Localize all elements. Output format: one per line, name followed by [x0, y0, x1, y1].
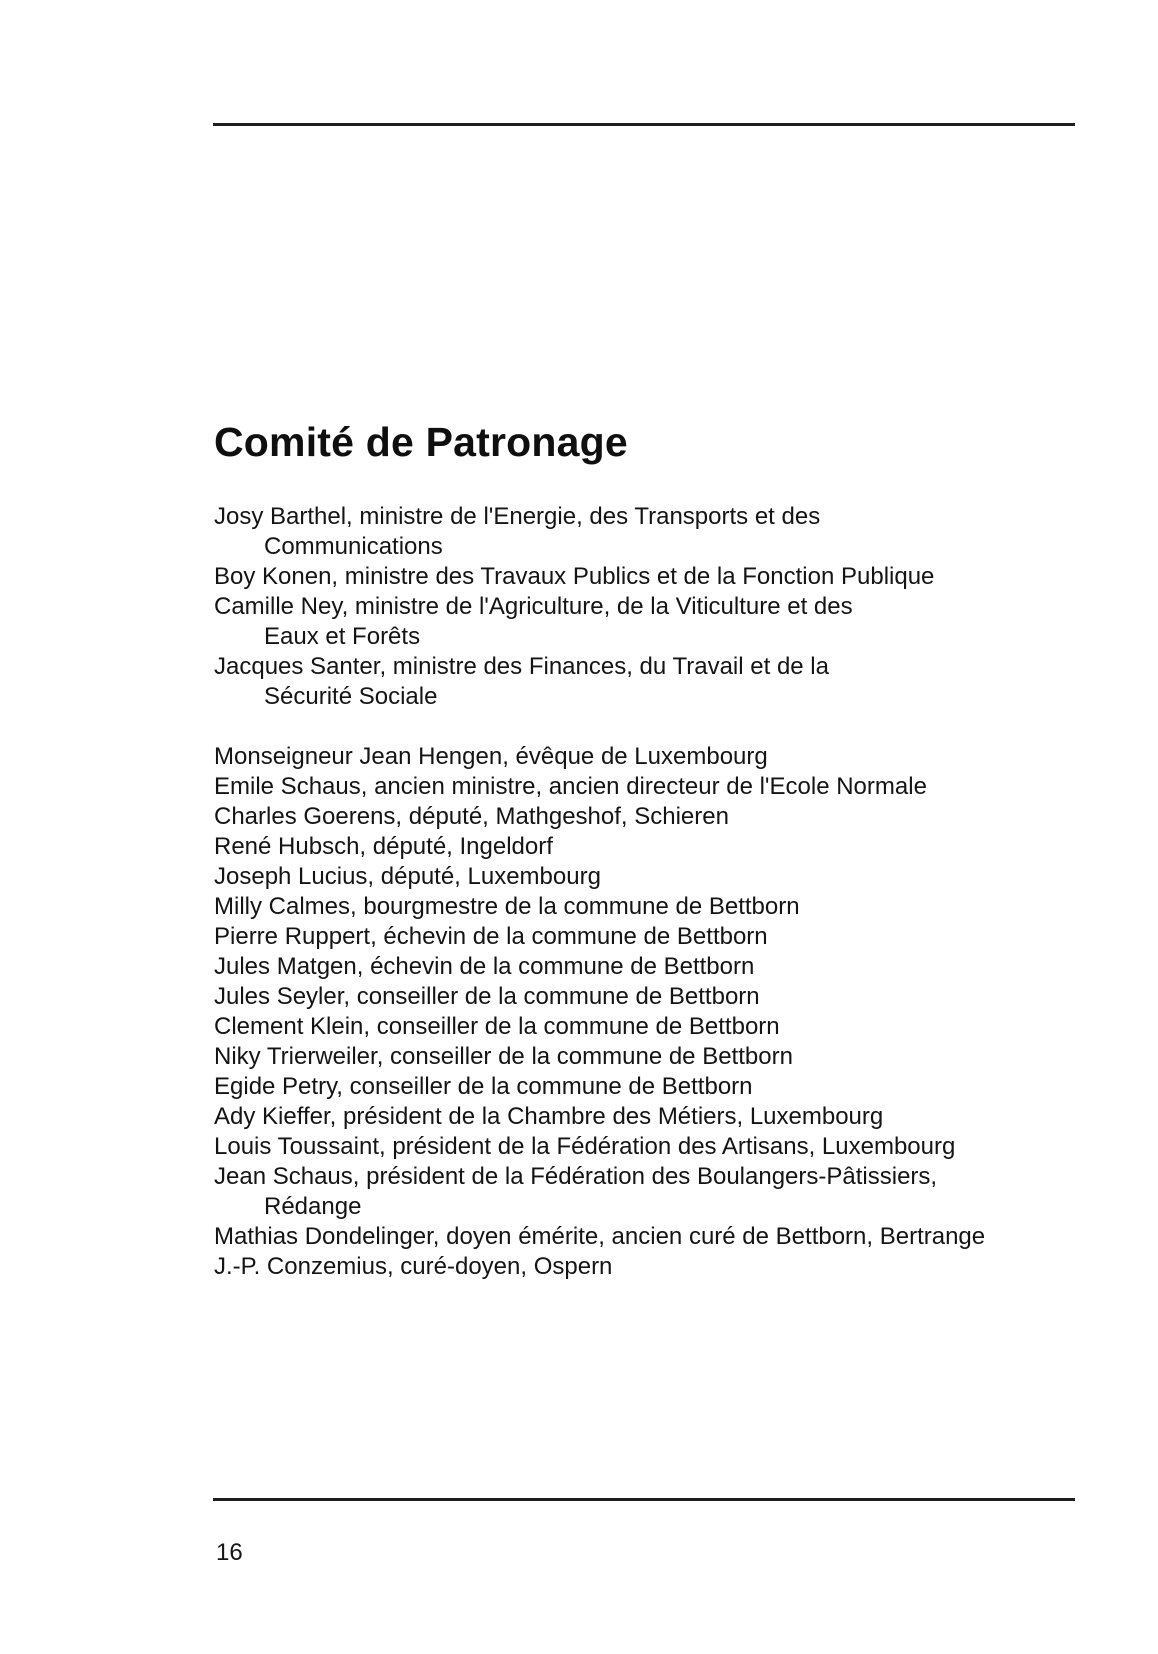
list-item-text: Ady Kieffer, président de la Chambre des Métiers, Luxembourg — [214, 1103, 884, 1130]
page-number: 16 — [216, 1539, 243, 1566]
list-item-text: René Hubsch, député, Ingeldorf — [214, 833, 553, 860]
list-item-text: Niky Trierweiler, conseiller de la commune de Bettborn — [214, 1043, 793, 1070]
list-item-continuation: Sécurité Sociale — [264, 683, 438, 710]
list-item-text: Joseph Lucius, député, Luxembourg — [214, 863, 601, 890]
list-item — [214, 1132, 1114, 1162]
list-item — [214, 652, 1114, 712]
patron-list-ministers — [214, 502, 1114, 712]
list-item — [214, 952, 1114, 982]
list-item-text: Emile Schaus, ancien ministre, ancien directeur de l'Ecole Normale — [214, 773, 927, 800]
list-item-text: J.-P. Conzemius, curé-doyen, Ospern — [214, 1253, 613, 1280]
page-title: Comité de Patronage — [214, 419, 628, 465]
list-item — [214, 562, 1114, 592]
list-item-text: Pierre Ruppert, échevin de la commune de Bettborn — [214, 923, 768, 950]
top-divider — [213, 123, 1075, 126]
list-item-text: Milly Calmes, bourgmestre de la commune de Bettborn — [214, 893, 800, 920]
list-item-text: Egide Petry, conseiller de la commune de Bettborn — [214, 1073, 753, 1100]
list-item — [214, 1012, 1114, 1042]
list-item-text: Louis Toussaint, président de la Fédération des Artisans, Luxembourg — [214, 1133, 956, 1160]
list-item-continuation: Rédange — [264, 1193, 362, 1220]
list-item — [214, 772, 1114, 802]
list-item-continuation: Eaux et Forêts — [264, 623, 421, 650]
list-item — [214, 502, 1114, 562]
list-item — [214, 922, 1114, 952]
list-item-text: Charles Goerens, député, Mathgeshof, Schieren — [214, 803, 729, 830]
list-item-text: Josy Barthel, ministre de l'Energie, des Transports et des — [214, 503, 821, 530]
list-item — [214, 892, 1114, 922]
list-item — [214, 1162, 1114, 1222]
list-item — [214, 802, 1114, 832]
list-item — [214, 1042, 1114, 1072]
list-item — [214, 982, 1114, 1012]
list-item — [214, 1252, 1114, 1282]
bottom-divider — [213, 1498, 1075, 1501]
patron-list-others — [214, 742, 1114, 1282]
list-item — [214, 1222, 1114, 1252]
list-item-text: Mathias Dondelinger, doyen émérite, ancien curé de Bettborn, Bertrange — [214, 1223, 986, 1250]
list-item-text: Jacques Santer, ministre des Finances, du Travail et de la — [214, 653, 829, 680]
list-item-text: Clement Klein, conseiller de la commune de Bettborn — [214, 1013, 780, 1040]
list-item-text: Camille Ney, ministre de l'Agriculture, de la Viticulture et des — [214, 593, 853, 620]
list-item — [214, 862, 1114, 892]
list-item-text: Monseigneur Jean Hengen, évêque de Luxembourg — [214, 743, 768, 770]
list-item — [214, 832, 1114, 862]
list-item-text: Boy Konen, ministre des Travaux Publics et de la Fonction Publique — [214, 563, 935, 590]
list-item-text: Jean Schaus, président de la Fédération des Boulangers-Pâtissiers, — [214, 1163, 938, 1190]
list-item — [214, 742, 1114, 772]
list-item — [214, 1102, 1114, 1132]
list-item-continuation: Communications — [264, 533, 443, 560]
list-item — [214, 1072, 1114, 1102]
list-item — [214, 592, 1114, 652]
list-item-text: Jules Seyler, conseiller de la commune de Bettborn — [214, 983, 760, 1010]
list-item-text: Jules Matgen, échevin de la commune de Bettborn — [214, 953, 755, 980]
